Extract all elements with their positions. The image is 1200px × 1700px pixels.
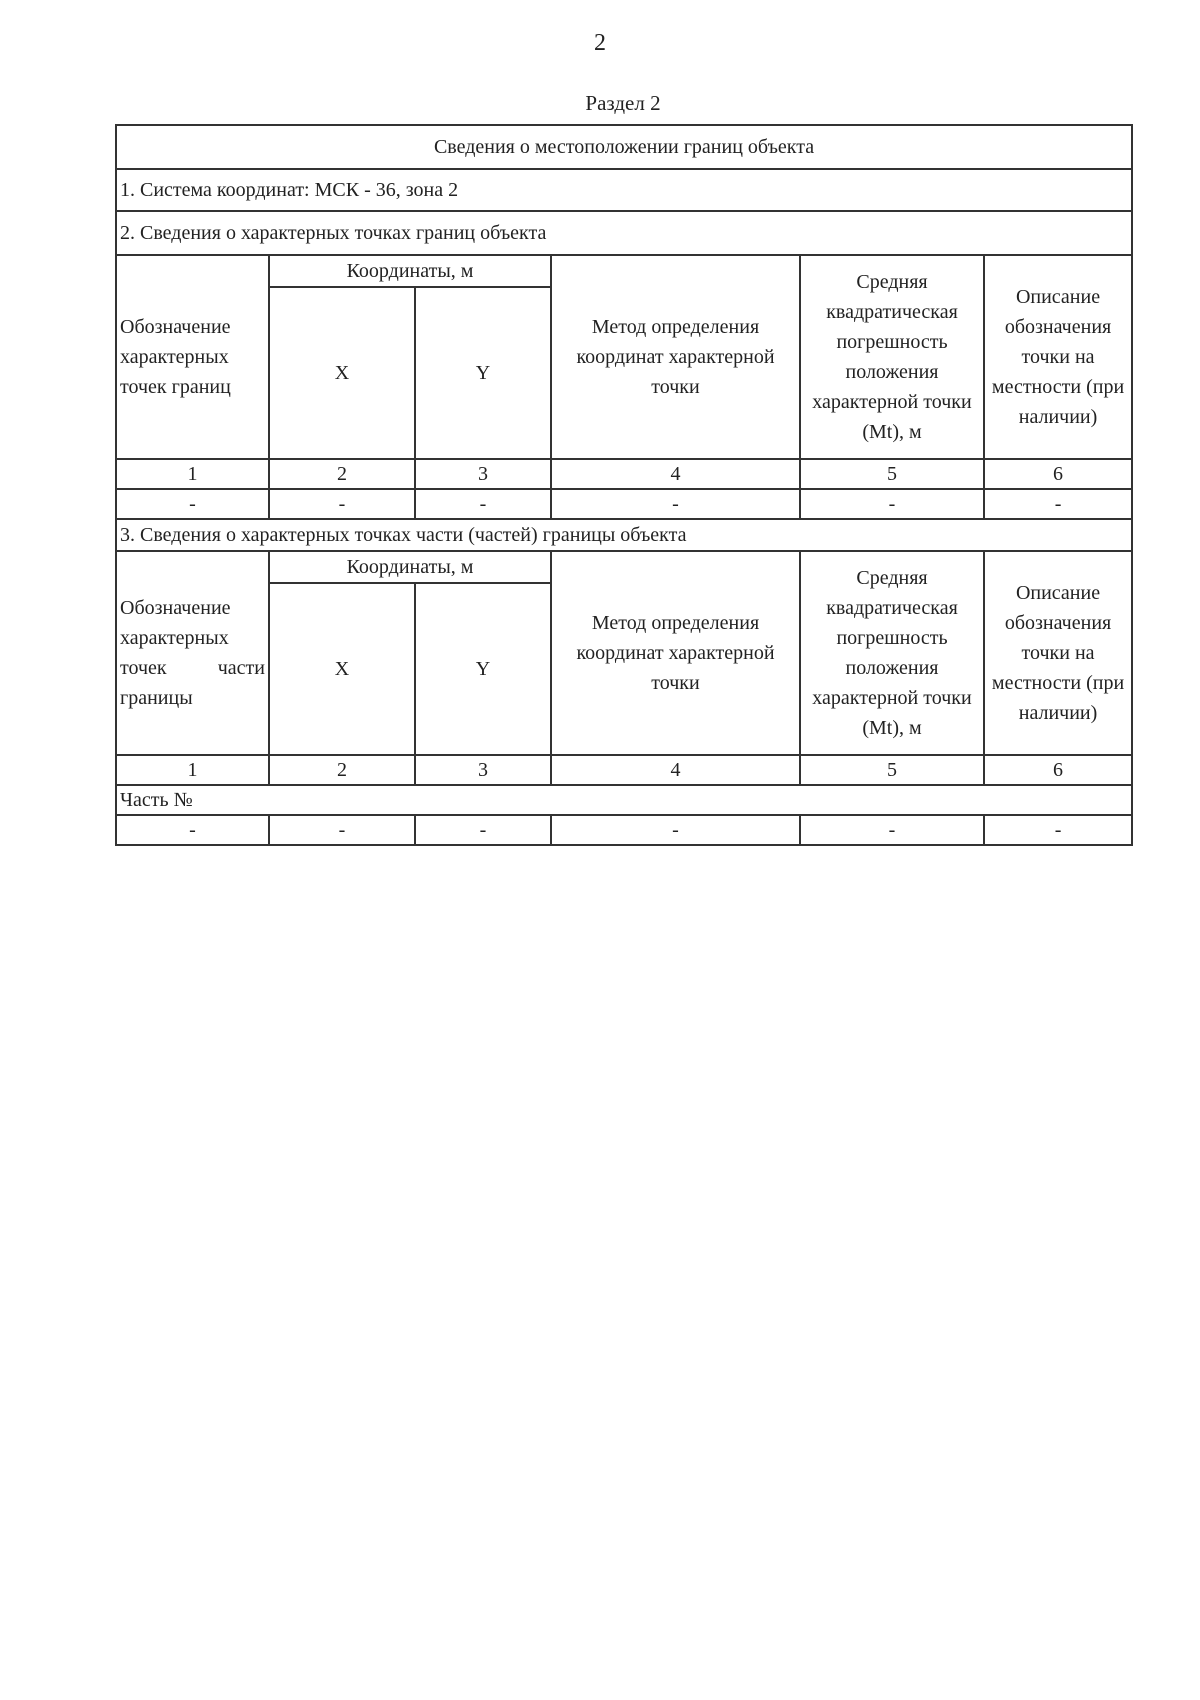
column-number: 3 xyxy=(415,755,551,785)
column-number: 6 xyxy=(984,755,1132,785)
block2-heading: 3. Сведения о характерных точках части (частей) границы объекта xyxy=(116,519,1132,551)
column-number: 1 xyxy=(116,755,269,785)
block2-y-header: Y xyxy=(415,583,551,755)
column-number: 2 xyxy=(269,459,415,489)
block1-coords-header: Координаты, м xyxy=(269,255,551,287)
column-number: 2 xyxy=(269,755,415,785)
block1-error-header: Средняя квадратическая погрешность положения характерной точки (Mt), м xyxy=(800,255,984,459)
coord-system: 1. Система координат: МСК - 36, зона 2 xyxy=(116,169,1132,211)
section-title: Раздел 2 xyxy=(585,91,661,115)
block2-coords-header: Координаты, м xyxy=(269,551,551,583)
block2-x-header: X xyxy=(269,583,415,755)
empty-cell: - xyxy=(800,489,984,519)
block2-description-header: Описание обозначения точки на местности (при наличии) xyxy=(984,551,1132,755)
empty-cell: - xyxy=(415,815,551,845)
boundary-table xyxy=(115,124,1133,846)
empty-cell: - xyxy=(269,489,415,519)
block1-description-header: Описание обозначения точки на местности (при наличии) xyxy=(984,255,1132,459)
empty-cell: - xyxy=(269,815,415,845)
column-number: 5 xyxy=(800,459,984,489)
empty-cell: - xyxy=(800,815,984,845)
block1-heading: 2. Сведения о характерных точках границ объекта xyxy=(116,211,1132,255)
block1-col1-header: Обозначение характерных точек границ xyxy=(116,255,269,459)
empty-cell: - xyxy=(551,489,800,519)
empty-cell: - xyxy=(415,489,551,519)
column-number: 5 xyxy=(800,755,984,785)
column-number: 1 xyxy=(116,459,269,489)
page-number: 2 xyxy=(594,30,606,56)
block1-x-header: X xyxy=(269,287,415,459)
column-number: 4 xyxy=(551,459,800,489)
block1-empty-row xyxy=(116,489,1132,519)
block2-method-header: Метод определения координат характерной точки xyxy=(551,551,800,755)
empty-cell: - xyxy=(551,815,800,845)
block2-empty-row xyxy=(116,815,1132,845)
block2-error-header: Средняя квадратическая погрешность положения характерной точки (Mt), м xyxy=(800,551,984,755)
block2-number-row xyxy=(116,755,1132,785)
column-number: 3 xyxy=(415,459,551,489)
block2-col1-header: Обозначение характерных точек части границы xyxy=(116,551,269,755)
empty-cell: - xyxy=(984,489,1132,519)
column-number: 6 xyxy=(984,459,1132,489)
block1-y-header: Y xyxy=(415,287,551,459)
empty-cell: - xyxy=(116,815,269,845)
table-title: Сведения о местоположении границ объекта xyxy=(116,125,1132,169)
block1-method-header: Метод определения координат характерной точки xyxy=(551,255,800,459)
block1-number-row xyxy=(116,459,1132,489)
empty-cell: - xyxy=(984,815,1132,845)
empty-cell: - xyxy=(116,489,269,519)
part-label: Часть № xyxy=(116,785,1132,815)
column-number: 4 xyxy=(551,755,800,785)
